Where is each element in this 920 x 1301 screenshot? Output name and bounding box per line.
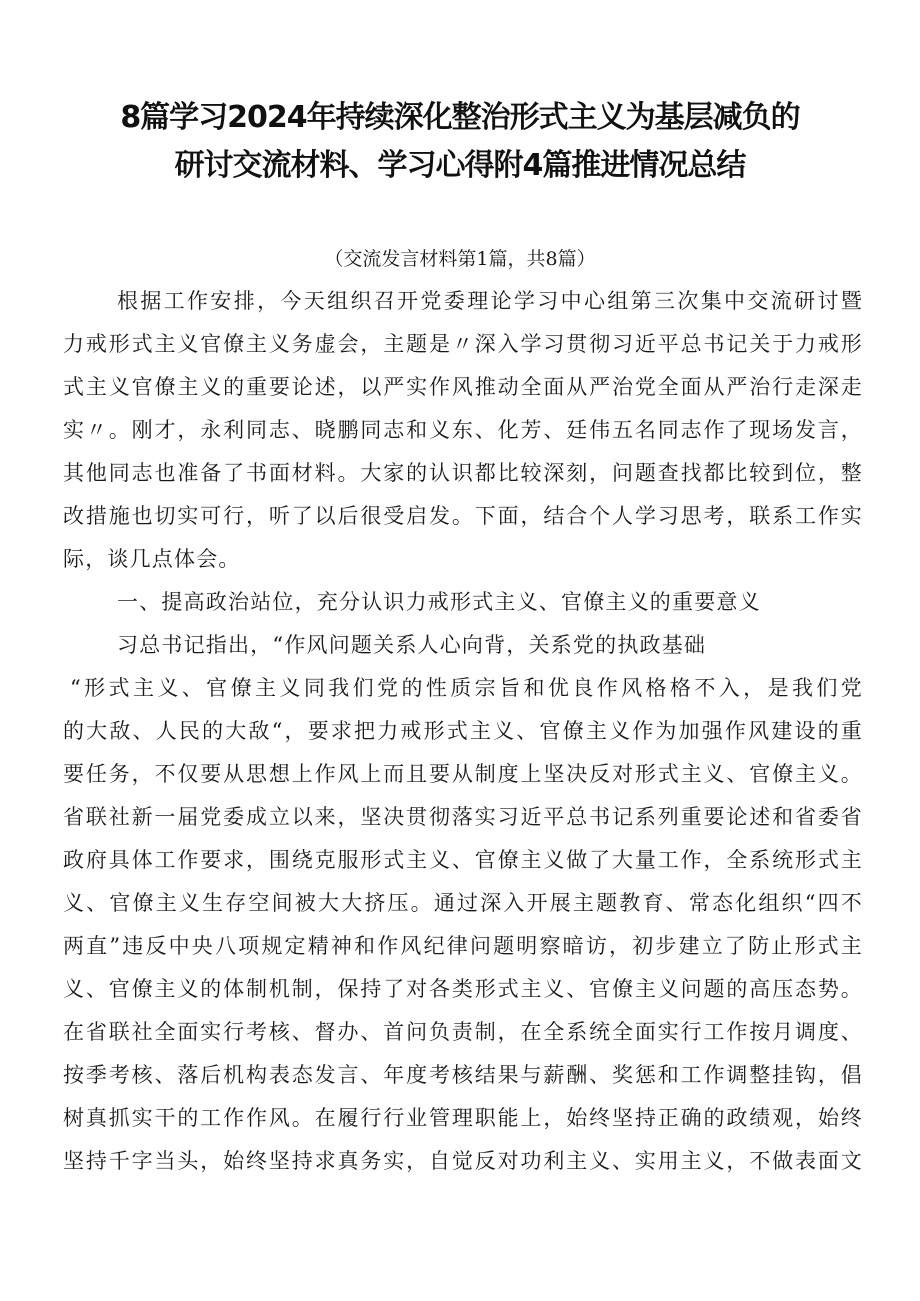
paragraph-line: 际，谈几点体会。 <box>63 547 241 571</box>
paragraph-line: 义、官僚主义的体制机制，保持了对各类形式主义、官僚主义问题的高压态势。 <box>63 977 863 1001</box>
section-heading: 一、提高政治站位，充分认识力戒形式主义、官僚主义的重要意义 <box>117 590 761 614</box>
paragraph-line: 省联社新一届党委成立以来，坚决贯彻落实习近平总书记系列重要论述和省委省 <box>63 805 863 829</box>
paragraph-line: 习总书记指出，“作风问题关系人心向背，关系党的执政基础 <box>117 633 707 657</box>
paragraph-line: 力戒形式主义官僚主义务虚会，主题是〃深入学习贯彻习近平总书记关于力戒形 <box>63 332 863 356</box>
paragraph-line: 树真抓实干的工作作风。在履行行业管理职能上，始终坚持正确的政绩观，始终 <box>63 1106 863 1130</box>
paragraph-line: 的大敌、人民的大敌“，要求把力戒形式主义、官僚主义作为加强作风建设的重 <box>63 719 863 743</box>
paragraph-line: 根据工作安排，今天组织召开党委理论学习中心组第三次集中交流研讨暨 <box>117 289 863 313</box>
paragraph-line: 其他同志也准备了书面材料。大家的认识都比较深刻，问题查找都比较到位，整 <box>63 461 863 485</box>
document-subtitle: （交流发言材料第1篇，共8篇） <box>324 248 596 270</box>
paragraph-line: 式主义官僚主义的重要论述，以严实作风推动全面从严治党全面从严治行走深走 <box>63 375 863 399</box>
paragraph-line: 两直”违反中央八项规定精神和作风纪律问题明察暗访，初步建立了防止形式主 <box>63 934 863 958</box>
paragraph-line: 坚持千字当头，始终坚持求真务实，自觉反对功利主义、实用主义，不做表面文 <box>63 1149 863 1173</box>
document-title-line-1: 8篇学习2024年持续深化整治形式主义为基层减负的 <box>120 100 800 135</box>
paragraph-line: 要任务，不仅要从思想上作风上而且要从制度上坚决反对形式主义、官僚主义。 <box>63 762 863 786</box>
paragraph-line: 实〃。刚才，永利同志、晓鹏同志和义东、化芳、廷伟五名同志作了现场发言， <box>63 418 863 442</box>
paragraph-line: “形式主义、官僚主义同我们党的性质宗旨和优良作风格格不入，是我们党 <box>70 676 863 700</box>
paragraph-line: 在省联社全面实行考核、督办、首问负责制，在全系统全面实行工作按月调度、 <box>63 1020 863 1044</box>
document-title-line-2: 研讨交流材料、学习心得附4篇推进情况总结 <box>174 148 746 183</box>
paragraph-line: 按季考核、落后机构表态发言、年度考核结果与薪酬、奖惩和工作调整挂钩，倡 <box>63 1063 863 1087</box>
paragraph-line: 政府具体工作要求，围绕克服形式主义、官僚主义做了大量工作，全系统形式主 <box>63 848 863 872</box>
paragraph-line: 改措施也切实可行，听了以后很受启发。下面，结合个人学习思考，联系工作实 <box>63 504 863 528</box>
paragraph-line: 义、官僚主义生存空间被大大挤压。通过深入开展主题教育、常态化组织“四不 <box>63 891 863 915</box>
